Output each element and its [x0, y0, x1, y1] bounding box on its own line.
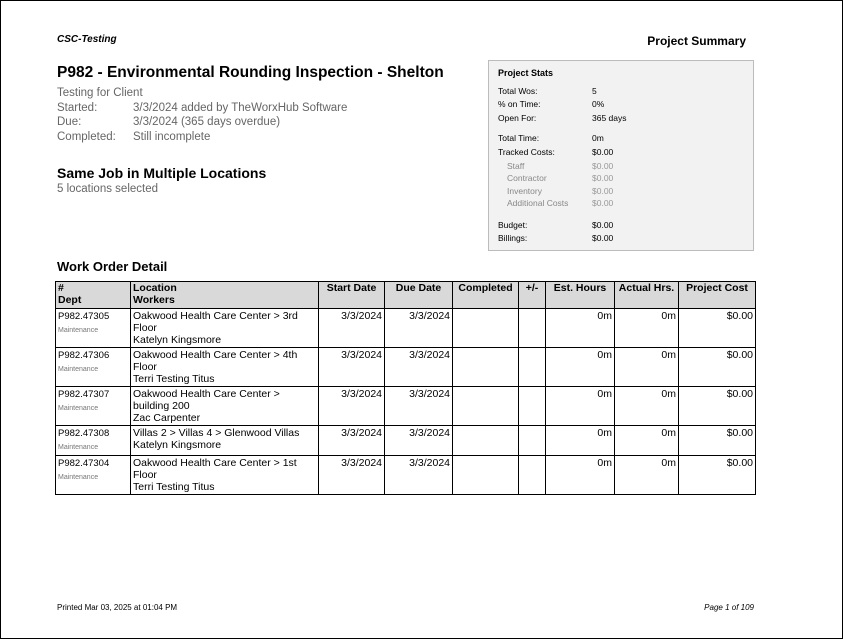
completed-row: [57, 130, 347, 145]
wo-id-cell: P982.47308 Maintenance: [56, 426, 131, 456]
multi-location-title: Same Job in Multiple Locations: [57, 165, 267, 181]
start-date-cell: 3/3/2024: [319, 456, 385, 495]
printed-timestamp: Printed Mar 03, 2025 at 01:04 PM: [57, 603, 178, 612]
started-row: [57, 101, 347, 116]
wo-id-cell: P982.47307 Maintenance: [56, 387, 131, 426]
stat-open-for: Open For: 365 days: [498, 113, 627, 123]
project-cost-cell: $0.00: [679, 387, 756, 426]
project-title: P982 - Environmental Rounding Inspection - Shelton: [57, 64, 444, 81]
completed-cell: [453, 309, 519, 348]
stat-on-time: % on Time: 0%: [498, 99, 605, 109]
plus-minus-cell: [519, 456, 546, 495]
due-date-cell: 3/3/2024: [385, 456, 453, 495]
due-date-cell: 3/3/2024: [385, 387, 453, 426]
stat-staff: Staff $0.00: [507, 161, 614, 171]
location-cell: Oakwood Health Care Center > building 200 Zac Carpenter: [131, 387, 319, 426]
table-row: [56, 348, 756, 387]
completed-cell: [453, 348, 519, 387]
due-date-cell: 3/3/2024: [385, 348, 453, 387]
start-date-cell: 3/3/2024: [319, 348, 385, 387]
col-completed: Completed: [453, 282, 519, 309]
col-project-cost: Project Cost: [679, 282, 756, 309]
location-cell: Oakwood Health Care Center > 4th Floor Terri Testing Titus: [131, 348, 319, 387]
stat-budget: Budget: $0.00: [498, 220, 614, 230]
project-cost-cell: $0.00: [679, 456, 756, 495]
col-plus-minus: +/-: [519, 282, 546, 309]
col-actual-hours: Actual Hrs.: [615, 282, 679, 309]
stat-inventory: Inventory $0.00: [507, 186, 614, 196]
est-hours-cell: 0m: [546, 309, 615, 348]
stat-total-wos: Total Wos: 5: [498, 86, 597, 96]
actual-hours-cell: 0m: [615, 456, 679, 495]
project-cost-cell: $0.00: [679, 309, 756, 348]
est-hours-cell: 0m: [546, 387, 615, 426]
stats-title: Project Stats: [498, 68, 554, 78]
project-stats-panel: [488, 60, 754, 251]
est-hours-cell: 0m: [546, 456, 615, 495]
started-value: 3/3/2024 added by TheWorxHub Software: [133, 101, 348, 114]
est-hours-cell: 0m: [546, 348, 615, 387]
location-cell: Oakwood Health Care Center > 3rd Floor Katelyn Kingsmore: [131, 309, 319, 348]
start-date-cell: 3/3/2024: [319, 309, 385, 348]
plus-minus-cell: [519, 309, 546, 348]
stat-tracked-costs: Tracked Costs: $0.00: [498, 147, 614, 157]
due-label: Due:: [57, 116, 82, 128]
table-row: [56, 309, 756, 348]
table-row: [56, 426, 756, 456]
completed-cell: [453, 456, 519, 495]
actual-hours-cell: 0m: [615, 426, 679, 456]
project-client: Testing for Client: [57, 87, 143, 99]
col-num-dept: # Dept: [56, 282, 131, 309]
col-due-date: Due Date: [385, 282, 453, 309]
col-start-date: Start Date: [319, 282, 385, 309]
location-cell: Villas 2 > Villas 4 > Glenwood Villas Katelyn Kingsmore: [131, 426, 319, 456]
start-date-cell: 3/3/2024: [319, 387, 385, 426]
est-hours-cell: 0m: [546, 426, 615, 456]
work-order-table: [55, 281, 756, 495]
plus-minus-cell: [519, 348, 546, 387]
location-cell: Oakwood Health Care Center > 1st Floor Terri Testing Titus: [131, 456, 319, 495]
stat-contractor: Contractor $0.00: [507, 173, 614, 183]
wo-id-cell: P982.47305 Maintenance: [56, 309, 131, 348]
completed-cell: [453, 387, 519, 426]
stat-additional-costs: Additional Costs $0.00: [507, 198, 614, 208]
due-row: [57, 115, 347, 130]
company-name: CSC-Testing: [57, 34, 117, 45]
due-date-cell: 3/3/2024: [385, 426, 453, 456]
completed-value: Still incomplete: [133, 130, 211, 143]
wo-id-cell: P982.47304 Maintenance: [56, 456, 131, 495]
work-order-detail-title: Work Order Detail: [57, 259, 168, 274]
due-date-cell: 3/3/2024: [385, 309, 453, 348]
page-number: Page 1 of 109: [704, 603, 754, 612]
completed-cell: [453, 426, 519, 456]
stat-billings: Billings: $0.00: [498, 233, 614, 243]
plus-minus-cell: [519, 387, 546, 426]
table-row: [56, 387, 756, 426]
actual-hours-cell: 0m: [615, 309, 679, 348]
wo-id-cell: P982.47306 Maintenance: [56, 348, 131, 387]
project-cost-cell: $0.00: [679, 426, 756, 456]
table-header-row: [56, 282, 756, 309]
stat-total-time: Total Time: 0m: [498, 133, 604, 143]
col-est-hours: Est. Hours: [546, 282, 615, 309]
actual-hours-cell: 0m: [615, 387, 679, 426]
due-value: 3/3/2024 (365 days overdue): [133, 116, 281, 128]
completed-label: Completed:: [57, 130, 116, 143]
table-row: [56, 456, 756, 495]
plus-minus-cell: [519, 426, 546, 456]
started-label: Started:: [57, 101, 98, 114]
project-info: [57, 86, 347, 144]
multi-location-subtitle: 5 locations selected: [57, 183, 159, 195]
start-date-cell: 3/3/2024: [319, 426, 385, 456]
project-cost-cell: $0.00: [679, 348, 756, 387]
col-location-workers: Location Workers: [131, 282, 319, 309]
actual-hours-cell: 0m: [615, 348, 679, 387]
report-title: Project Summary: [647, 34, 746, 48]
